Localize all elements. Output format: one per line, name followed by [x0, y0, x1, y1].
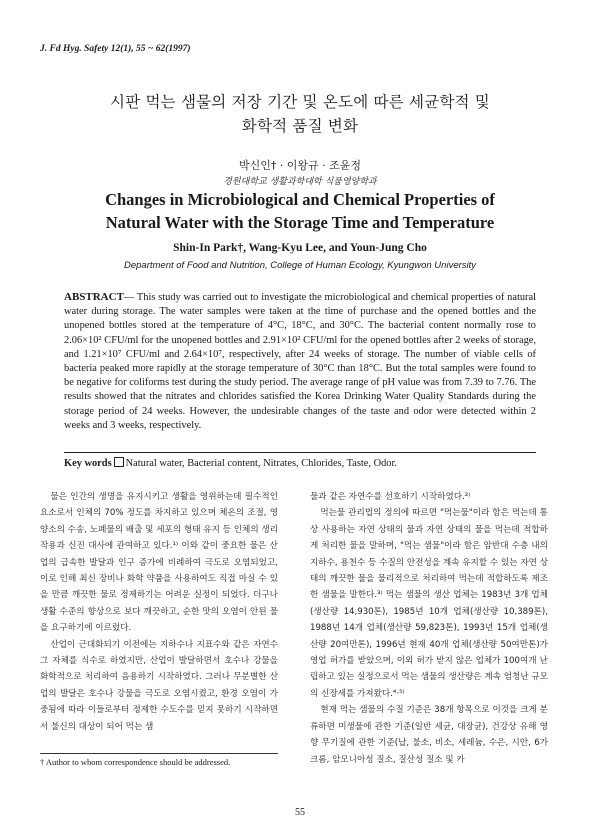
english-title	[40, 188, 560, 234]
abstract	[64, 290, 536, 433]
korean-authors: 박신인† · 이왕규 · 조윤정	[238, 159, 362, 172]
keywords-divider	[64, 452, 536, 453]
korean-title-line2: 화학적 품질 변화	[241, 117, 359, 135]
footnote: † Author to whom correspondence should be addressed.	[40, 757, 231, 767]
english-affiliation: Department of Food and Nutrition, College of Human Ecology, Kyungwon University	[123, 260, 477, 271]
page-number: 55	[295, 807, 305, 818]
journal-citation: J. Fd Hyg. Safety 12(1), 55 ~ 62(1997)	[40, 44, 191, 54]
abstract-label: ABSTRACT	[64, 291, 124, 303]
body-paragraph: 물과 같은 자연수를 선호하기 시작하였다.²⁾	[310, 492, 471, 502]
body-paragraph: 산업이 근대화되기 이전에는 지하수나 지표수와 같은 자연수 그 자체를 식수로 하였지만, 산업이 발달하면서 호수나 강물을 화학적으로 처리하여 음용하기 시작하였다. 그러나 무분별한 산업의 발달은 호수나 강물을 극도로 오염시켰고, 환경 오염이 가중됨에 따라 이들로부터 정제한 수도수를 믿지 못하기 시작하면서 불신의 대상이 되어 먹는 샘	[40, 639, 278, 732]
body-column-right	[310, 489, 548, 768]
keywords	[64, 457, 397, 469]
abstract-text: — This study was carried out to investigate the microbiological and chemical properties of natural water during storage. The water samples were taken at the time of purchase and the opened bottles and the unopened bottles stored at the temperature of 4°C, 18°C, and 30°C. The bacterial content normally rose to 2.06×10² CFU/ml for the unopened bottles and 2.91×10² CFU/ml for the opened bottles after 2 weeks of storage, and 1.21×10⁷ CFU/ml and 2.64×10⁷, respectively, after 24 weeks of storage. The number of viable cells of bacteria peaked more rapidly at the storage temperature of 30°C than 18°C. But the total samples were found to be negative for coliforms test during the study period. The average range of pH value was from 7.39 to 7.76. The results showed that the nitrates and chlorides satisfied the Korea Drinking Water Quality Standards during the storage period of 24 weeks. However, the undesirable changes of the taste and odor were detected within 2 weeks and 3 weeks, respectively.	[64, 292, 536, 431]
body-paragraph: 먹는물 관리법의 정의에 따르면 "먹는물"이라 함은 먹는데 통상 사용하는 자연 상태의 물과 자연 상태의 물을 먹는데 적합하게 처리한 물을 말하며, "먹는 샘물"이라 함은 암반대 수층 내의 지하수, 용천수 등 수질의 안전성을 계속 유지할 수 있는 자연 상태의 깨끗한 물을 물리적으로 처리하여 먹는데 적합하도록 제조한 샘물을 말한다.³⁾ 먹는 샘물의 생산 업체는 1983년 3개 업체(생산량 14,930톤), 1985년 10개 업체(생산량 10,389톤), 1988년 14개 업체(생산량 59,823톤), 1993년 15개 업체(생산량 20여만톤), 1996년 현재 40개 업체(생산량 50여만톤)가 영업 허가를 받았으며, 이외 허가 받지 않은 업체가 100여개 난립하고 있는 실정으로서 먹는 샘물의 생산량은 계속 엄청난 규모의 신장세를 가져왔다.⁴·⁵⁾	[310, 508, 548, 699]
keywords-text: Natural water, Bacterial content, Nitrates, Chlorides, Taste, Odor.	[125, 458, 397, 469]
korean-title	[40, 90, 560, 138]
english-authors: Shin-In Park†, Wang-Kyu Lee, and Youn-Jung Cho	[173, 242, 427, 254]
korean-affiliation: 경원대학교 생활과학대학 식품영양학과	[223, 177, 377, 187]
english-title-line1: Changes in Microbiological and Chemical Properties of	[105, 190, 495, 209]
checkbox-icon	[114, 457, 124, 467]
body-paragraph: 현재 먹는 샘물의 수질 기준은 38개 항목으로 이것을 크게 분류하면 미생물에 관한 기준(일반 세균, 대장균), 건강상 유해 영향 무기질에 관한 기준(납, 불소, 비소, 세레늄, 수은, 시안, 6가 크롬, 암모니아성 질소, 질산성 질소 및 카	[310, 705, 548, 765]
english-title-line2: Natural Water with the Storage Time and Temperature	[105, 213, 495, 232]
footnote-divider	[40, 753, 278, 754]
keywords-label: Key words	[64, 458, 112, 469]
body-paragraph: 물은 인간의 생명을 유지시키고 생활을 영위하는데 필수적인 요소로서 인체의 70% 정도를 차지하고 있으며 체온의 조절, 영양소의 수송, 노폐물의 배출 및 세포의 형태 유지 등 인체의 생리 작용과 신진 대사에 관여하고 있다.¹⁾ 이와 같이 중요한 물은 산업의 급속한 발달과 인구 증가에 비례하여 극도로 오염되었고, 이로 인해 최신 장비나 화학 약품을 사용하여도 직접 마실 수 있을 만큼 깨끗한 물로 정제하기는 어려운 실정이 되었다. 더구나 생활 수준의 향상으로 보다 깨끗하고, 순한 맛의 오염이 안된 물을 요구하기에 이르렀다.	[40, 492, 278, 634]
korean-title-line1: 시판 먹는 샘물의 저장 기간 및 온도에 따른 세균학적 및	[110, 93, 490, 111]
body-column-left	[40, 489, 278, 735]
